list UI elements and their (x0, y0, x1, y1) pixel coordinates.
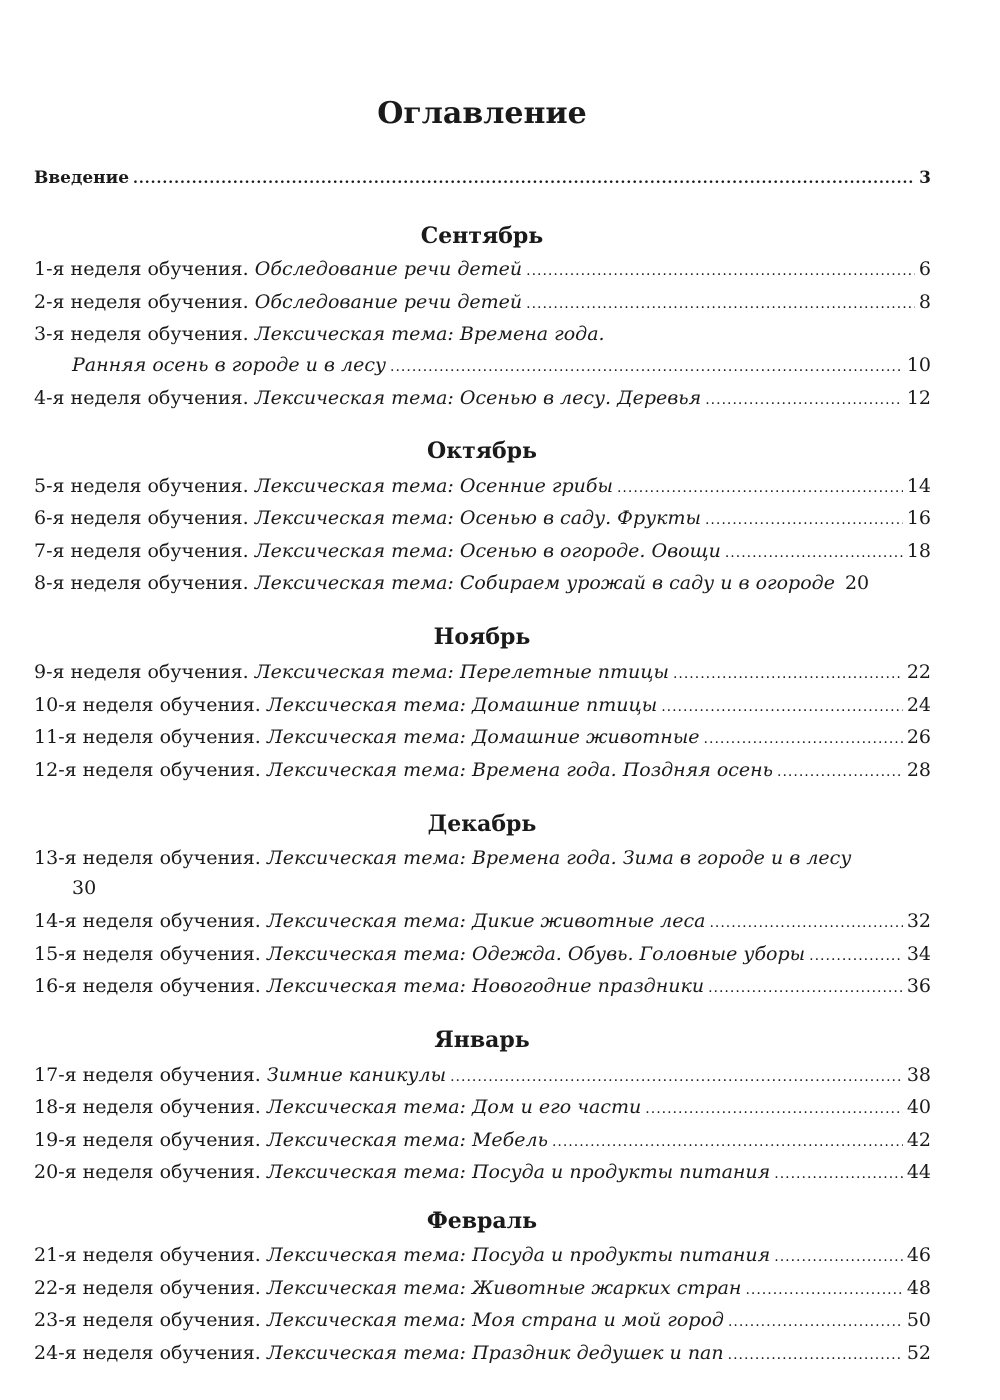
dot-leader (728, 1314, 903, 1330)
topic-title: Лексическая тема: Посуда и продукты питания (266, 1161, 771, 1183)
toc-page-number: 32 (906, 910, 931, 932)
toc-entry[interactable]: 11-я неделя обучения. Лексическая тема: Домашние животные ..... 26 (34, 726, 931, 758)
toc-entry[interactable]: 9-я неделя обучения. Лексическая тема: Перелетные птицы ..... 22 (34, 661, 931, 693)
week-prefix: я неделя обучения. (52, 507, 249, 529)
toc-entry[interactable]: 1-я неделя обучения. Обследование речи детей ..... 6 (34, 258, 931, 290)
toc-entry[interactable]: 16-я неделя обучения. Лексическая тема: Новогодние праздники ..... 36 (34, 975, 931, 1007)
toc-page-number: 36 (906, 975, 931, 997)
week-prefix: я неделя обучения. (52, 323, 249, 345)
toc-page-number: 20 (844, 572, 870, 594)
dot-leader (709, 915, 902, 931)
topic-title: Лексическая тема: Времена года. Поздняя осень (266, 759, 774, 781)
week-number: 8 (34, 572, 47, 594)
topic-title: Лексическая тема: Времена года. Зима в городе и в лесу (266, 847, 852, 869)
toc-entry[interactable]: 15-я неделя обучения. Лексическая тема: Одежда. Обувь. Головные уборы ..... 34 (34, 943, 931, 975)
toc-entry[interactable]: 3-я неделя обучения. Лексическая тема: Времена года. (34, 323, 605, 345)
topic-title: Лексическая тема: Домашние птицы (266, 694, 658, 716)
topic-title: Лексическая тема: Времена года. (254, 323, 605, 345)
toc-page-number: 12 (906, 387, 931, 409)
week-number: 12 (34, 759, 59, 781)
toc-entry-intro[interactable] (34, 168, 931, 200)
toc-page-number: 10 (906, 354, 931, 376)
week-number: 14 (34, 910, 59, 932)
dot-leader (708, 980, 903, 996)
toc-page-number: 18 (906, 540, 931, 562)
week-prefix: я неделя обучения. (64, 943, 261, 965)
week-number: 16 (34, 975, 59, 997)
toc-entry[interactable]: 13-я неделя обучения. Лексическая тема: Времена года. Зима в городе и в лесу (34, 847, 852, 869)
toc-entry[interactable]: 4-я неделя обучения. Лексическая тема: Осенью в лесу. Деревья ..... 12 (34, 387, 931, 419)
topic-title: Лексическая тема: Новогодние праздники (266, 975, 705, 997)
dot-leader (728, 1347, 903, 1363)
week-prefix: я неделя обучения. (64, 910, 261, 932)
dot-leader (705, 512, 903, 528)
topic-title-continued: Ранняя осень в городе и в лесу (72, 354, 387, 376)
toc-entry[interactable]: 5-я неделя обучения. Лексическая тема: Осенние грибы ..... 14 (34, 475, 931, 507)
topic-title: Лексическая тема: Домашние животные (266, 726, 700, 748)
week-prefix: я неделя обучения. (64, 975, 261, 997)
toc-entry[interactable]: 2-я неделя обучения. Обследование речи детей ..... 8 (34, 291, 931, 323)
toc-entry[interactable]: 21-я неделя обучения. Лексическая тема: Посуда и продукты питания ..... 46 (34, 1244, 931, 1276)
dot-leader (774, 1249, 903, 1265)
dot-leader (705, 392, 903, 408)
topic-title: Обследование речи детей (254, 291, 523, 313)
toc-entry[interactable]: 12-я неделя обучения. Лексическая тема: Времена года. Поздняя осень ..... 28 (34, 759, 931, 791)
week-prefix: я неделя обучения. (64, 1129, 261, 1151)
week-prefix: я неделя обучения. (64, 1244, 261, 1266)
week-number: 6 (34, 507, 47, 529)
toc-page-number: 44 (906, 1161, 931, 1183)
topic-title: Лексическая тема: Дикие животные леса (266, 910, 706, 932)
dot-leader (725, 545, 903, 561)
toc-entry[interactable]: 6-я неделя обучения. Лексическая тема: Осенью в саду. Фрукты ..... 16 (34, 507, 931, 539)
toc-entry[interactable]: 18-я неделя обучения. Лексическая тема: Дом и его части ..... 40 (34, 1096, 931, 1128)
toc-entry[interactable]: 7-я неделя обучения. Лексическая тема: Осенью в огороде. Овощи ..... 18 (34, 540, 931, 572)
week-number: 15 (34, 943, 59, 965)
toc-page-number-wrapped: 30 (72, 877, 97, 899)
month-heading: Сентябрь (420, 223, 544, 249)
topic-title: Лексическая тема: Перелетные птицы (254, 661, 669, 683)
week-prefix: я неделя обучения. (64, 1096, 261, 1118)
toc-entry[interactable]: 17-я неделя обучения. Зимние каникулы ..... 38 (34, 1064, 931, 1096)
toc-entry[interactable]: 24-я неделя обучения. Лексическая тема: Праздник дедушек и пап ..... 52 (34, 1342, 931, 1374)
toc-page-number: 22 (906, 661, 931, 683)
dot-leader (774, 1166, 903, 1182)
week-prefix: я неделя обучения. (52, 475, 249, 497)
dot-leader (745, 1282, 902, 1298)
week-number: 4 (34, 387, 47, 409)
toc-entry[interactable]: 10-я неделя обучения. Лексическая тема: Домашние птицы ..... 24 (34, 694, 931, 726)
toc-entry[interactable]: 8-я неделя обучения. Лексическая тема: Собираем урожай в саду и в огороде 20 (34, 572, 870, 594)
month-heading: Октябрь (427, 438, 537, 464)
month-heading: Февраль (426, 1208, 538, 1234)
toc-page-number: 8 (918, 291, 931, 313)
week-prefix: я неделя обучения. (52, 258, 249, 280)
topic-title: Лексическая тема: Осенью в лесу. Деревья (254, 387, 702, 409)
week-number: 22 (34, 1277, 59, 1299)
week-number: 2 (34, 291, 47, 313)
month-heading: Декабрь (427, 811, 537, 837)
dot-leader (661, 699, 903, 715)
page-title: Оглавление (377, 96, 587, 131)
dot-leader (673, 666, 903, 682)
dot-leader (526, 263, 915, 279)
topic-title: Лексическая тема: Осенью в огороде. Овощи (254, 540, 721, 562)
dot-leader (526, 296, 915, 312)
week-prefix: я неделя обучения. (64, 1161, 261, 1183)
week-prefix: я неделя обучения. (52, 387, 249, 409)
toc-entry[interactable]: 23-я неделя обучения. Лексическая тема: Моя страна и мой город ..... 50 (34, 1309, 931, 1341)
week-prefix: я неделя обучения. (64, 759, 261, 781)
week-number: 7 (34, 540, 47, 562)
toc-page-number: 46 (906, 1244, 931, 1266)
dot-leader (617, 480, 903, 496)
week-number: 20 (34, 1161, 59, 1183)
topic-title: Лексическая тема: Праздник дедушек и пап (266, 1342, 724, 1364)
week-number: 19 (34, 1129, 59, 1151)
week-number: 10 (34, 694, 59, 716)
topic-title: Лексическая тема: Собираем урожай в саду и в огороде (254, 572, 835, 594)
week-prefix: я неделя обучения. (64, 1342, 261, 1364)
week-number: 21 (34, 1244, 59, 1266)
week-prefix: я неделя обучения. (64, 694, 261, 716)
dot-leader (552, 1134, 903, 1150)
week-number: 24 (34, 1342, 59, 1364)
week-prefix: я неделя обучения. (64, 726, 261, 748)
week-prefix: я неделя обучения. (52, 540, 249, 562)
toc-entry[interactable]: 22-я неделя обучения. Лексическая тема: Животные жарких стран ..... 48 (34, 1277, 931, 1309)
week-prefix: я неделя обучения. (52, 572, 249, 594)
toc-page-number: 26 (906, 726, 931, 748)
week-number: 13 (34, 847, 59, 869)
week-prefix: я неделя обучения. (64, 1309, 261, 1331)
toc-entry[interactable]: 14-я неделя обучения. Лексическая тема: Дикие животные леса ..... 32 (34, 910, 931, 942)
week-prefix: я неделя обучения. (64, 1277, 261, 1299)
dot-leader (777, 764, 903, 780)
toc-page-number: 28 (906, 759, 931, 781)
week-prefix: я неделя обучения. (52, 661, 249, 683)
toc-entry[interactable]: 20-я неделя обучения. Лексическая тема: Посуда и продукты питания ..... 44 (34, 1161, 931, 1193)
month-heading: Январь (434, 1027, 530, 1053)
toc-page-number: 34 (906, 943, 931, 965)
toc-page-number: 24 (906, 694, 931, 716)
toc-entry-continuation[interactable] (72, 354, 931, 386)
week-number: 9 (34, 661, 47, 683)
dot-leader (645, 1101, 903, 1117)
toc-entry-label: Введение (34, 168, 130, 188)
week-prefix: я неделя обучения. (64, 1064, 261, 1086)
topic-title: Лексическая тема: Дом и его части (266, 1096, 642, 1118)
dot-leader (133, 171, 915, 187)
toc-page-number: 16 (906, 507, 931, 529)
week-number: 3 (34, 323, 47, 345)
week-prefix: я неделя обучения. (64, 847, 261, 869)
toc-page-number: 14 (906, 475, 931, 497)
topic-title: Зимние каникулы (266, 1064, 447, 1086)
toc-page-number: 6 (918, 258, 931, 280)
week-number: 5 (34, 475, 47, 497)
topic-title: Обследование речи детей (254, 258, 523, 280)
topic-title: Лексическая тема: Одежда. Обувь. Головные уборы (266, 943, 806, 965)
toc-page-number: 3 (919, 168, 931, 188)
week-number: 17 (34, 1064, 59, 1086)
toc-page-number: 48 (906, 1277, 931, 1299)
week-number: 23 (34, 1309, 59, 1331)
topic-title: Лексическая тема: Мебель (266, 1129, 548, 1151)
dot-leader (390, 359, 903, 375)
toc-page-number: 40 (906, 1096, 931, 1118)
toc-page-number: 52 (906, 1342, 931, 1364)
dot-leader (450, 1069, 903, 1085)
week-number: 1 (34, 258, 47, 280)
dot-leader (809, 948, 903, 964)
toc-entry[interactable]: 19-я неделя обучения. Лексическая тема: Мебель ..... 42 (34, 1129, 931, 1161)
dot-leader (704, 731, 903, 747)
toc-page-number: 38 (906, 1064, 931, 1086)
month-heading: Ноябрь (433, 624, 531, 650)
topic-title: Лексическая тема: Осенние грибы (254, 475, 613, 497)
topic-title: Лексическая тема: Посуда и продукты питания (266, 1244, 771, 1266)
topic-title: Лексическая тема: Моя страна и мой город (266, 1309, 724, 1331)
toc-page-number: 42 (906, 1129, 931, 1151)
topic-title: Лексическая тема: Животные жарких стран (266, 1277, 742, 1299)
week-number: 11 (34, 726, 59, 748)
week-number: 18 (34, 1096, 59, 1118)
topic-title: Лексическая тема: Осенью в саду. Фрукты (254, 507, 701, 529)
week-prefix: я неделя обучения. (52, 291, 249, 313)
toc-page-number: 50 (906, 1309, 931, 1331)
